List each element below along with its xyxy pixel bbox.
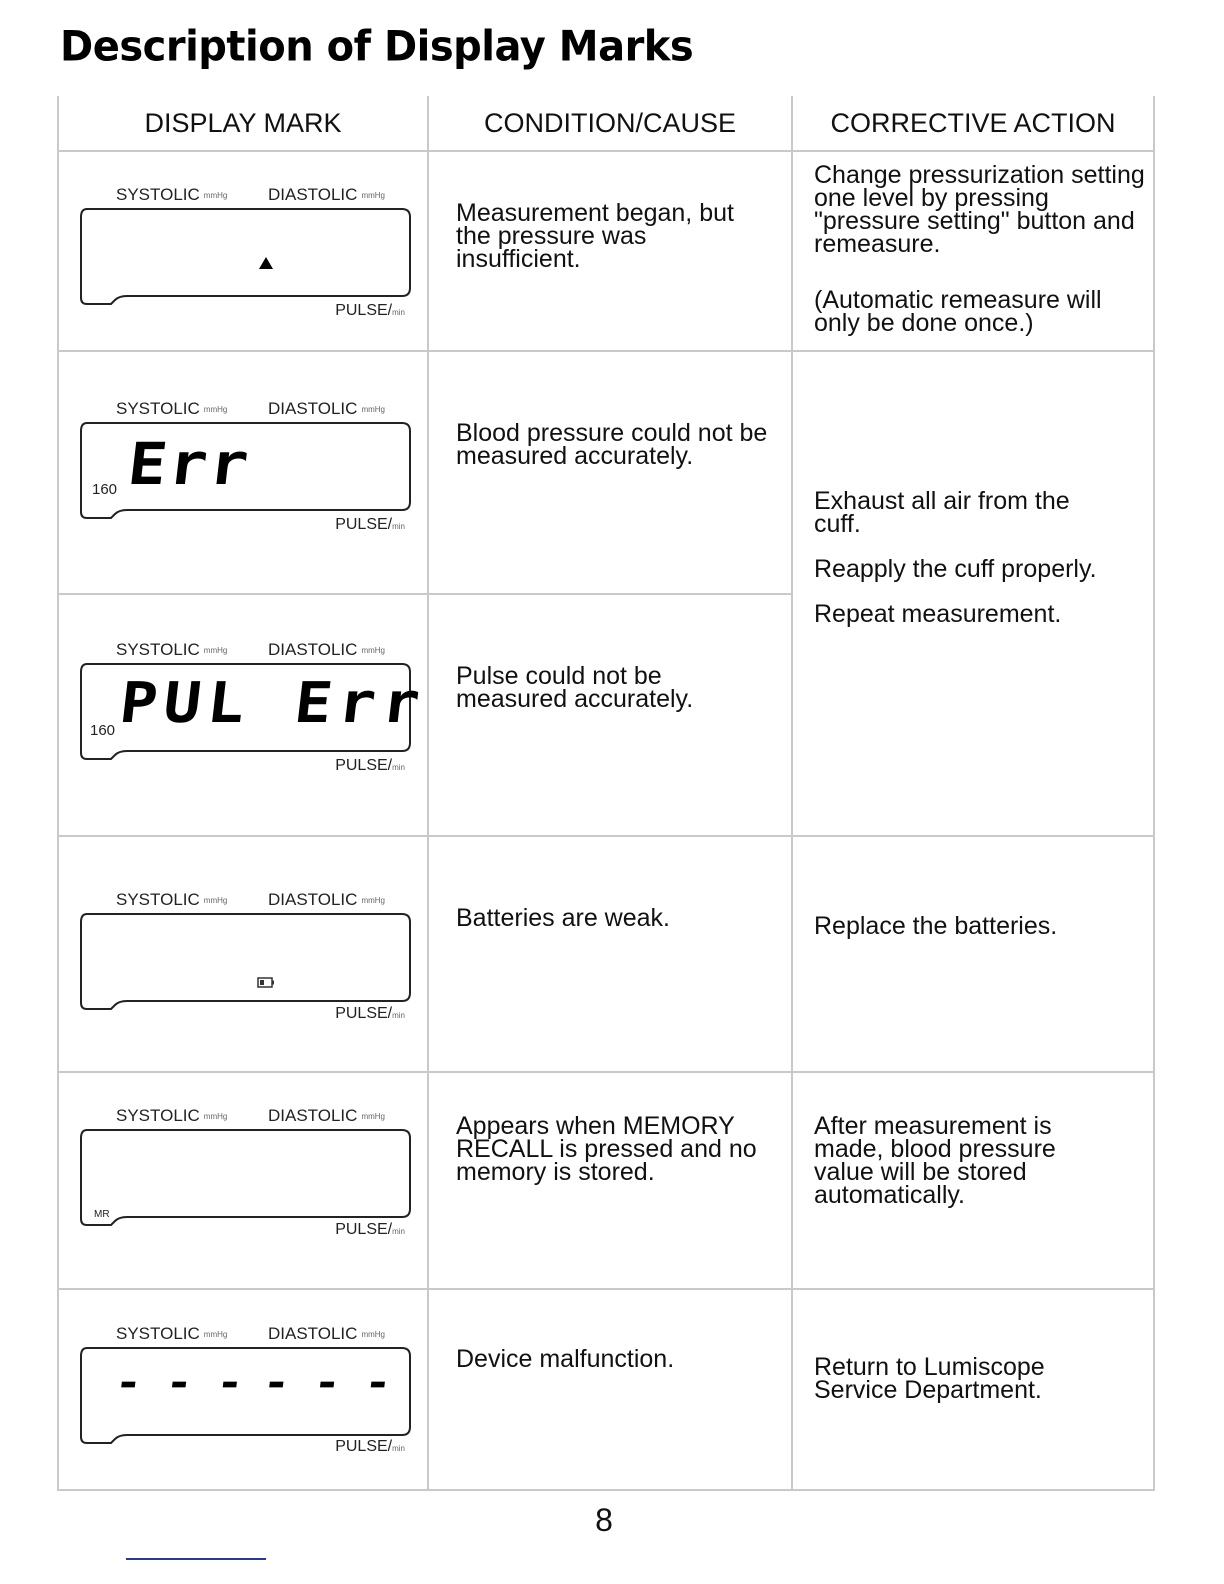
mmhg-unit: mmHg	[361, 896, 385, 905]
action-text: Replace the batteries.	[814, 912, 1058, 940]
action-text: Return to Lumiscope Service Department.	[814, 1353, 1045, 1404]
mmhg-unit: mmHg	[203, 1330, 228, 1339]
systolic-label: SYSTOLIC	[116, 890, 200, 909]
mmhg-unit: mmHg	[203, 646, 228, 655]
systolic-label: SYSTOLIC	[116, 640, 200, 659]
display-cell	[58, 836, 428, 1072]
memory-recall-indicator: MR	[94, 1209, 110, 1220]
cause-text: Batteries are weak.	[456, 904, 670, 932]
table-header-row	[58, 96, 1154, 151]
min-unit: min	[392, 1444, 405, 1453]
action-text: Exhaust all air from the cuff.	[814, 487, 1070, 538]
table-row	[58, 1072, 1154, 1289]
display-cell	[58, 151, 428, 351]
cause-text: Appears when MEMORY RECALL is pressed and no memory is stored.	[456, 1112, 757, 1186]
diastolic-label: DIASTOLIC	[268, 399, 358, 418]
pulse-label-group	[335, 757, 405, 775]
table-row	[58, 351, 1154, 594]
lcd-dash-readout-right: - - -	[260, 1360, 393, 1406]
triangle-up-icon	[259, 257, 273, 269]
action-text: (Automatic remeasure will only be done once.)	[814, 286, 1102, 337]
diastolic-label: DIASTOLIC	[268, 890, 358, 909]
battery-icon	[258, 978, 274, 987]
footer-rule	[126, 1558, 266, 1560]
table-row	[58, 151, 1154, 351]
mmhg-unit: mmHg	[361, 1330, 385, 1339]
page-title: Description of Display Marks	[60, 22, 694, 72]
mmhg-unit: mmHg	[203, 1112, 228, 1121]
display-marks-table	[57, 96, 1155, 1491]
min-unit: min	[392, 308, 405, 317]
pulse-label-group	[335, 516, 405, 534]
cause-cell	[428, 1072, 792, 1289]
lcd-frame	[79, 913, 411, 1011]
pulse-label-group	[335, 1438, 405, 1456]
diastolic-label: DIASTOLIC	[268, 1106, 358, 1125]
table-row	[58, 836, 1154, 1072]
table-row	[58, 1289, 1154, 1490]
mmhg-unit: mmHg	[203, 896, 228, 905]
lcd-frame	[79, 1129, 411, 1227]
min-unit: min	[392, 1227, 405, 1236]
diastolic-label: DIASTOLIC	[268, 640, 358, 659]
cause-cell	[428, 151, 792, 351]
action-cell	[792, 151, 1154, 351]
systolic-label: SYSTOLIC	[116, 185, 200, 204]
cause-text: Device malfunction.	[456, 1345, 675, 1373]
lcd-display	[59, 352, 427, 593]
action-cell	[792, 351, 1154, 836]
diastolic-label: DIASTOLIC	[268, 1324, 358, 1343]
min-unit: min	[392, 522, 405, 531]
action-cell	[792, 1289, 1154, 1490]
action-text: Reapply the cuff properly.	[814, 555, 1097, 583]
header-display-mark: DISPLAY MARK	[58, 96, 428, 151]
mmhg-unit: mmHg	[203, 191, 228, 200]
pulse-label-group	[335, 1221, 405, 1239]
pulse-label: PULSE/	[335, 757, 393, 774]
lcd-frame	[79, 208, 411, 306]
cause-cell	[428, 351, 792, 594]
action-text: Repeat measurement.	[814, 600, 1062, 628]
min-unit: min	[392, 763, 405, 772]
lcd-dash-readout-left: - - -	[112, 1360, 245, 1406]
action-cell	[792, 1072, 1154, 1289]
lcd-error-readout: Err	[124, 430, 255, 498]
page-number: 8	[595, 1502, 613, 1538]
cause-text: Measurement began, but the pressure was insufficient.	[456, 199, 734, 273]
lcd-display	[59, 152, 427, 350]
cause-text: Blood pressure could not be measured accurately.	[456, 419, 768, 470]
header-corrective-action: CORRECTIVE ACTION	[792, 96, 1154, 151]
pulse-label: PULSE/	[335, 1221, 393, 1238]
display-cell	[58, 351, 428, 594]
systolic-label: SYSTOLIC	[116, 1106, 200, 1125]
pulse-label: PULSE/	[335, 516, 393, 533]
action-cell	[792, 836, 1154, 1072]
lcd-pulse-error-readout: PUL Err	[116, 671, 430, 736]
mmhg-unit: mmHg	[203, 405, 228, 414]
lcd-display	[59, 1073, 427, 1288]
action-text: After measurement is made, blood pressure value will be stored automatically.	[814, 1112, 1056, 1209]
cause-text: Pulse could not be measured accurately.	[456, 662, 694, 713]
pulse-label: PULSE/	[335, 1005, 393, 1022]
cause-cell	[428, 836, 792, 1072]
lcd-display	[59, 837, 427, 1071]
cause-cell	[428, 594, 792, 836]
lcd-display	[59, 1290, 427, 1489]
mmhg-unit: mmHg	[361, 646, 385, 655]
pulse-label: PULSE/	[335, 1438, 393, 1455]
pulse-label-group	[335, 302, 405, 320]
pulse-label: PULSE/	[335, 302, 393, 319]
mmhg-unit: mmHg	[361, 405, 385, 414]
cause-cell	[428, 1289, 792, 1490]
lcd-side-value: 160	[92, 481, 118, 498]
display-cell	[58, 1072, 428, 1289]
action-text: Change pressurization setting one level by pressing "pressure setting" button and remeasure.	[814, 161, 1145, 258]
lcd-display	[59, 595, 430, 835]
display-cell	[58, 594, 428, 836]
systolic-label: SYSTOLIC	[116, 1324, 200, 1343]
mmhg-unit: mmHg	[361, 191, 385, 200]
lcd-side-value: 160	[90, 722, 116, 739]
header-condition-cause: CONDITION/CAUSE	[428, 96, 792, 151]
diastolic-label: DIASTOLIC	[268, 185, 358, 204]
systolic-label: SYSTOLIC	[116, 399, 200, 418]
pulse-label-group	[335, 1005, 405, 1023]
display-cell	[58, 1289, 428, 1490]
mmhg-unit: mmHg	[361, 1112, 385, 1121]
min-unit: min	[392, 1011, 405, 1020]
